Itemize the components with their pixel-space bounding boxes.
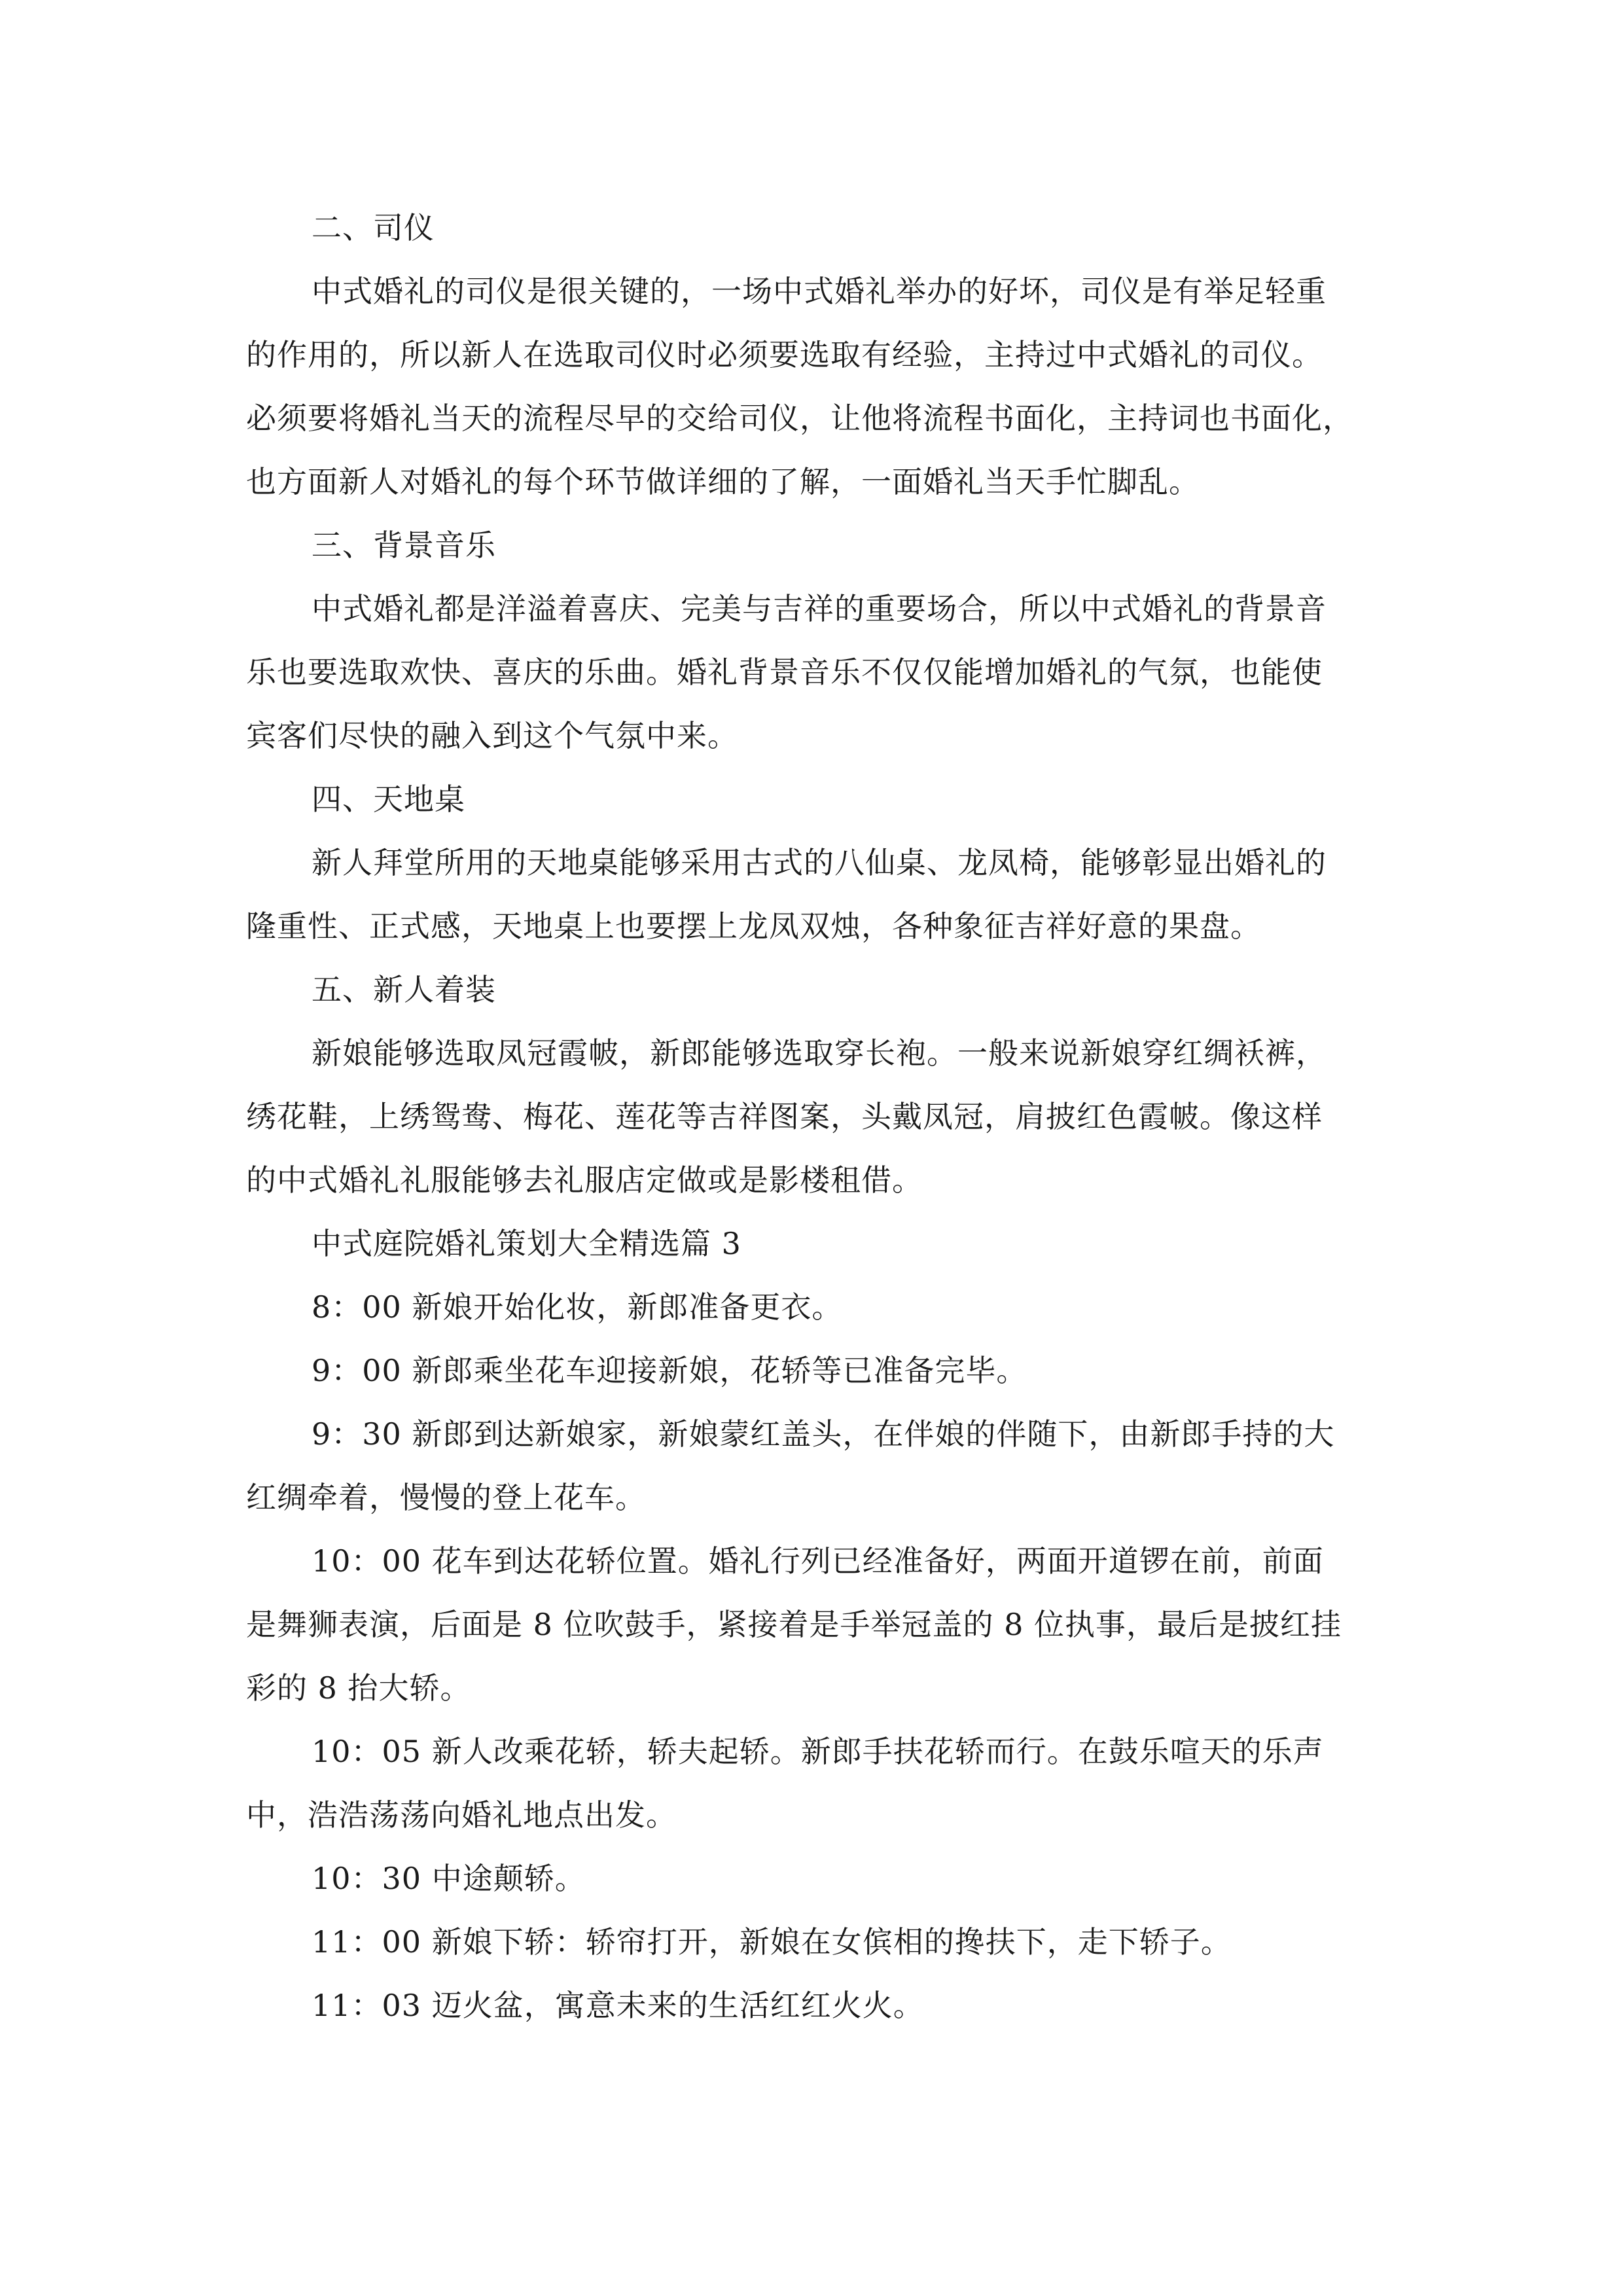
section-heading-table: 四、天地桌 xyxy=(312,781,465,817)
paragraph-line: 绣花鞋，上绣鸳鸯、梅花、莲花等吉祥图案，头戴凤冠，肩披红色霞帔。像这样 xyxy=(246,1099,1323,1134)
schedule-item: 9：30 新郎到达新娘家，新娘蒙红盖头，在伴娘的伴随下，由新郎手持的大 xyxy=(312,1416,1335,1452)
paragraph-line: 的中式婚礼礼服能够去礼服店定做或是影楼租借。 xyxy=(246,1162,923,1198)
paragraph-line: 必须要将婚礼当天的流程尽早的交给司仪，让他将流程书面化，主持词也书面化， xyxy=(246,401,1353,436)
section-heading-officiant: 二、司仪 xyxy=(312,210,435,245)
section-heading-music: 三、背景音乐 xyxy=(312,528,496,563)
paragraph-line: 新人拜堂所用的天地桌能够采用古式的八仙桌、龙凤椅，能够彰显出婚礼的 xyxy=(312,845,1327,880)
paragraph-line: 乐也要选取欢快、喜庆的乐曲。婚礼背景音乐不仅仅能增加婚礼的气氛，也能使 xyxy=(246,655,1323,690)
paragraph-line: 宾客们尽快的融入到这个气氛中来。 xyxy=(246,718,738,753)
schedule-item-continuation: 中，浩浩荡荡向婚礼地点出发。 xyxy=(246,1797,677,1833)
schedule-item-continuation: 是舞狮表演，后面是 8 位吹鼓手，紧接着是手举冠盖的 8 位执事，最后是披红挂 xyxy=(246,1607,1342,1642)
article-subtitle: 中式庭院婚礼策划大全精选篇 3 xyxy=(312,1226,741,1261)
paragraph-line: 也方面新人对婚礼的每个环节做详细的了解，一面婚礼当天手忙脚乱。 xyxy=(246,464,1200,499)
schedule-item: 11：03 迈火盆，寓意未来的生活红红火火。 xyxy=(312,1988,924,2023)
schedule-item-continuation: 红绸牵着，慢慢的登上花车。 xyxy=(246,1480,646,1515)
schedule-item: 10：00 花车到达花轿位置。婚礼行列已经准备好，两面开道锣在前，前面 xyxy=(312,1543,1324,1579)
paragraph-line: 隆重性、正式感，天地桌上也要摆上龙凤双烛，各种象征吉祥好意的果盘。 xyxy=(246,908,1261,944)
paragraph-line: 中式婚礼都是洋溢着喜庆、完美与吉祥的重要场合，所以中式婚礼的背景音 xyxy=(312,591,1327,626)
section-heading-attire: 五、新人着装 xyxy=(312,972,496,1007)
schedule-item-continuation: 彩的 8 抬大轿。 xyxy=(246,1670,471,1706)
paragraph-line: 中式婚礼的司仪是很关键的，一场中式婚礼举办的好坏，司仪是有举足轻重 xyxy=(312,274,1327,309)
schedule-item: 9：00 新郎乘坐花车迎接新娘，花轿等已准备完毕。 xyxy=(312,1353,1027,1388)
schedule-item: 10：30 中途颠轿。 xyxy=(312,1861,586,1896)
paragraph-line: 的作用的，所以新人在选取司仪时必须要选取有经验，主持过中式婚礼的司仪。 xyxy=(246,337,1323,372)
paragraph-line: 新娘能够选取凤冠霞帔，新郎能够选取穿长袍。一般来说新娘穿红绸袄裤， xyxy=(312,1035,1327,1071)
document-body xyxy=(246,196,1380,2037)
schedule-item: 8：00 新娘开始化妆，新郎准备更衣。 xyxy=(312,1289,843,1325)
schedule-item: 10：05 新人改乘花轿，轿夫起轿。新郎手扶花轿而行。在鼓乐喧天的乐声 xyxy=(312,1734,1324,1769)
schedule-item: 11：00 新娘下轿：轿帘打开，新娘在女傧相的搀扶下，走下轿子。 xyxy=(312,1924,1232,1960)
